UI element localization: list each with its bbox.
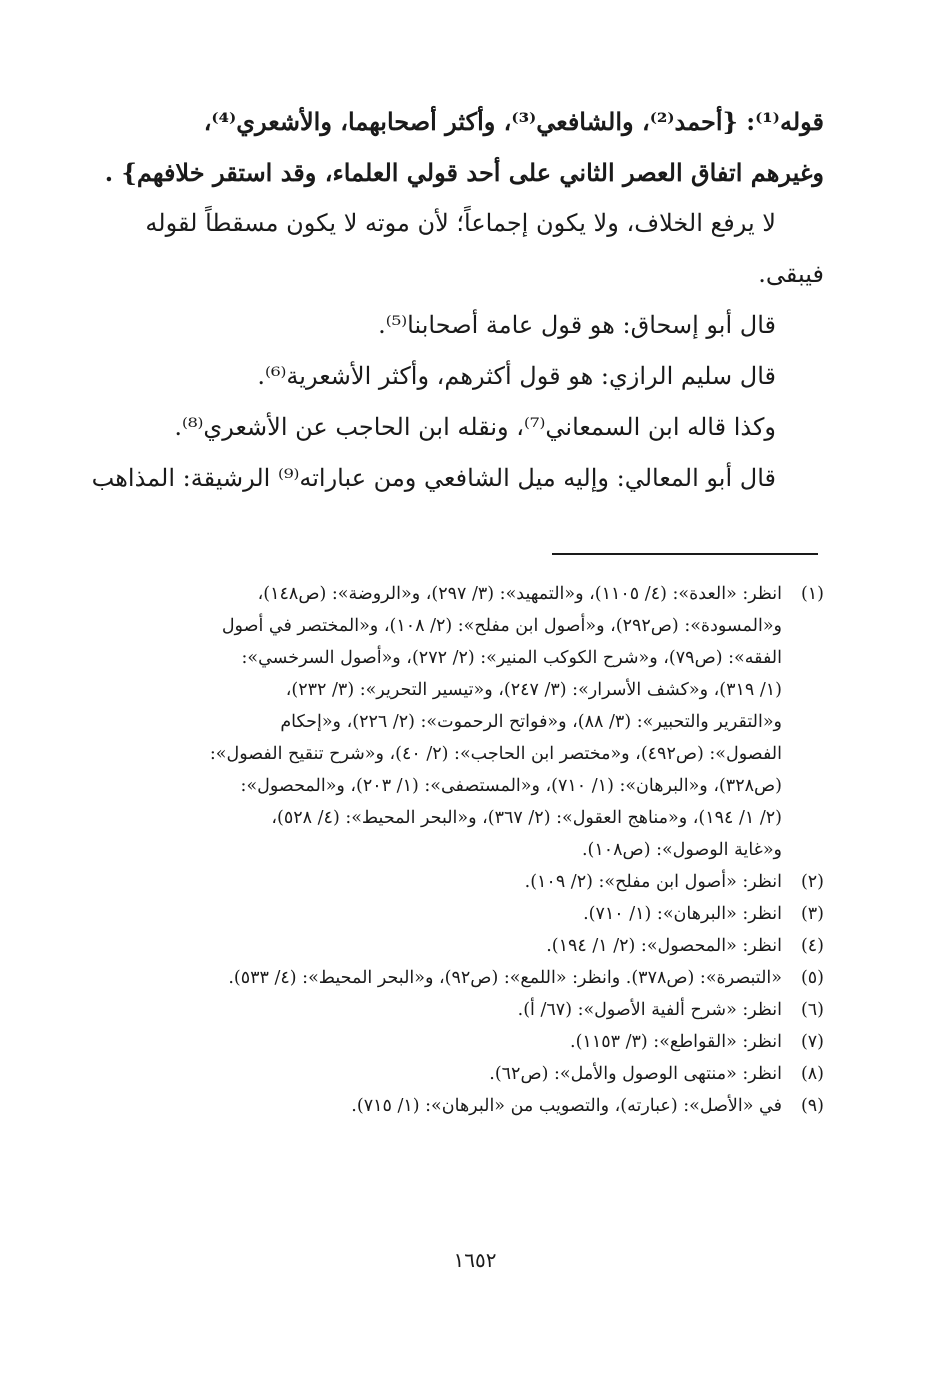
footnote-number: (٤) xyxy=(800,936,824,956)
footnote-text xyxy=(112,866,782,898)
footnote-line: انظر: «المحصول»: (٢/ ١/ ١٩٤). xyxy=(546,936,782,956)
footnote-line: الفقه»: (ص٧٩)، و«شرح الكوكب المنير»: (٢/ ٢٧٢)، و«أصول السرخسي»: xyxy=(241,648,782,668)
footnote-text xyxy=(112,1058,782,1090)
footnote xyxy=(112,578,824,866)
footnote-line: و«المسودة»: (ص٢٩٢)، و«أصول ابن مفلح»: (٢/ ١٠٨)، و«المختصر في أصول xyxy=(221,616,782,636)
text-line: وكذا قاله ابن السمعاني⁽⁷⁾، ونقله ابن الحاجب عن الأشعري⁽⁸⁾. xyxy=(174,413,776,441)
footnote xyxy=(112,898,824,930)
footnote-number: (٨) xyxy=(800,1064,824,1084)
footnote-text xyxy=(112,1090,782,1122)
footnote-number: (٢) xyxy=(800,872,824,892)
footnote-text xyxy=(112,962,782,994)
footnote-line: (١/ ٣١٩)، و«كشف الأسرار»: (٣/ ٢٤٧)، و«تيسير التحرير»: (٣/ ٢٣٢)، xyxy=(285,680,782,700)
text-line: لا يرفع الخلاف، ولا يكون إجماعاً؛ لأن موته لا يكون مسقطاً لقوله xyxy=(145,209,776,237)
footnote-number: (٥) xyxy=(800,968,824,988)
footnotes xyxy=(112,578,824,1122)
page-number: ١٦٥٢ xyxy=(453,1248,497,1272)
footnote-number: (٦) xyxy=(800,1000,824,1020)
footnote-number: (١) xyxy=(800,584,824,604)
text-line: قال أبو إسحاق: هو قول عامة أصحابنا⁽⁵⁾. xyxy=(378,311,776,339)
footnote-line: و«غاية الوصول»: (ص١٠٨). xyxy=(581,840,782,860)
text-line: وغيرهم اتفاق العصر الثاني على أحد قولي العلماء، وقد استقر خلافهم} . xyxy=(104,158,824,187)
footnote-text xyxy=(112,930,782,962)
footnote-number: (٧) xyxy=(800,1032,824,1052)
footnote-number: (٣) xyxy=(800,904,824,924)
footnote xyxy=(112,1058,824,1090)
text-line: قال أبو المعالي: وإليه ميل الشافعي ومن عباراته⁽⁹⁾ الرشيقة: المذاهب xyxy=(91,464,776,492)
footnote-separator xyxy=(552,553,818,555)
footnote xyxy=(112,866,824,898)
footnote-line: الفصول»: (ص٤٩٢)، و«مختصر ابن الحاجب»: (٢/ ٤٠)، و«شرح تنقيح الفصول»: xyxy=(209,744,782,764)
footnote-line: انظر: «شرح ألفية الأصول»: (٦٧/ أ). xyxy=(517,1000,782,1020)
footnote xyxy=(112,1026,824,1058)
footnote-line: انظر: «منتهى الوصول والأمل»: (ص٦٢). xyxy=(489,1064,782,1084)
footnote-text xyxy=(112,898,782,930)
footnote-line: انظر: «القواطع»: (٣/ ١١٥٣). xyxy=(570,1032,782,1052)
footnote-line: (ص٣٢٨)، و«البرهان»: (١/ ٧١٠)، و«المستصفى»: (١/ ٢٠٣)، و«المحصول»: xyxy=(240,776,782,796)
footnote-line: (٢/ ١/ ١٩٤)، و«مناهج العقول»: (٢/ ٣٦٧)، و«البحر المحيط»: (٤/ ٥٢٨)، xyxy=(271,808,782,828)
footnote-line: انظر: «البرهان»: (١/ ٧١٠). xyxy=(583,904,782,924)
footnote xyxy=(112,1090,824,1122)
main-text xyxy=(91,96,824,504)
footnote-line: و«التقرير والتحبير»: (٣/ ٨٨)، و«فواتح الرحموت»: (٢/ ٢٢٦)، و«إحكام xyxy=(280,712,782,732)
footnote-number: (٩) xyxy=(800,1096,824,1116)
footnote-line: انظر: «العدة»: (٤/ ١١٠٥)، و«التمهيد»: (٣/ ٢٩٧)، و«الروضة»: (ص١٤٨)، xyxy=(257,584,782,604)
footnote-text xyxy=(112,994,782,1026)
footnote-line: «التبصرة»: (ص٣٧٨). وانظر: «اللمع»: (ص٩٢)، و«البحر المحيط»: (٤/ ٥٣٣). xyxy=(228,968,782,988)
text-line: قوله⁽¹⁾: {أحمد⁽²⁾، والشافعي⁽³⁾، وأكثر أصحابهما، والأشعري⁽⁴⁾، xyxy=(203,107,824,136)
text-line: فيبقى. xyxy=(758,260,824,288)
footnote-text xyxy=(112,1026,782,1058)
footnote-line: انظر: «أصول ابن مفلح»: (٢/ ١٠٩). xyxy=(524,872,782,892)
footnote xyxy=(112,962,824,994)
footnote-line: في «الأصل»: (عبارته)، والتصويب من «البرهان»: (١/ ٧١٥). xyxy=(351,1096,782,1116)
footnote-text xyxy=(112,578,782,866)
footnote xyxy=(112,994,824,1026)
footnote xyxy=(112,930,824,962)
text-line: قال سليم الرازي: هو قول أكثرهم، وأكثر الأشعرية⁽⁶⁾. xyxy=(257,362,776,390)
